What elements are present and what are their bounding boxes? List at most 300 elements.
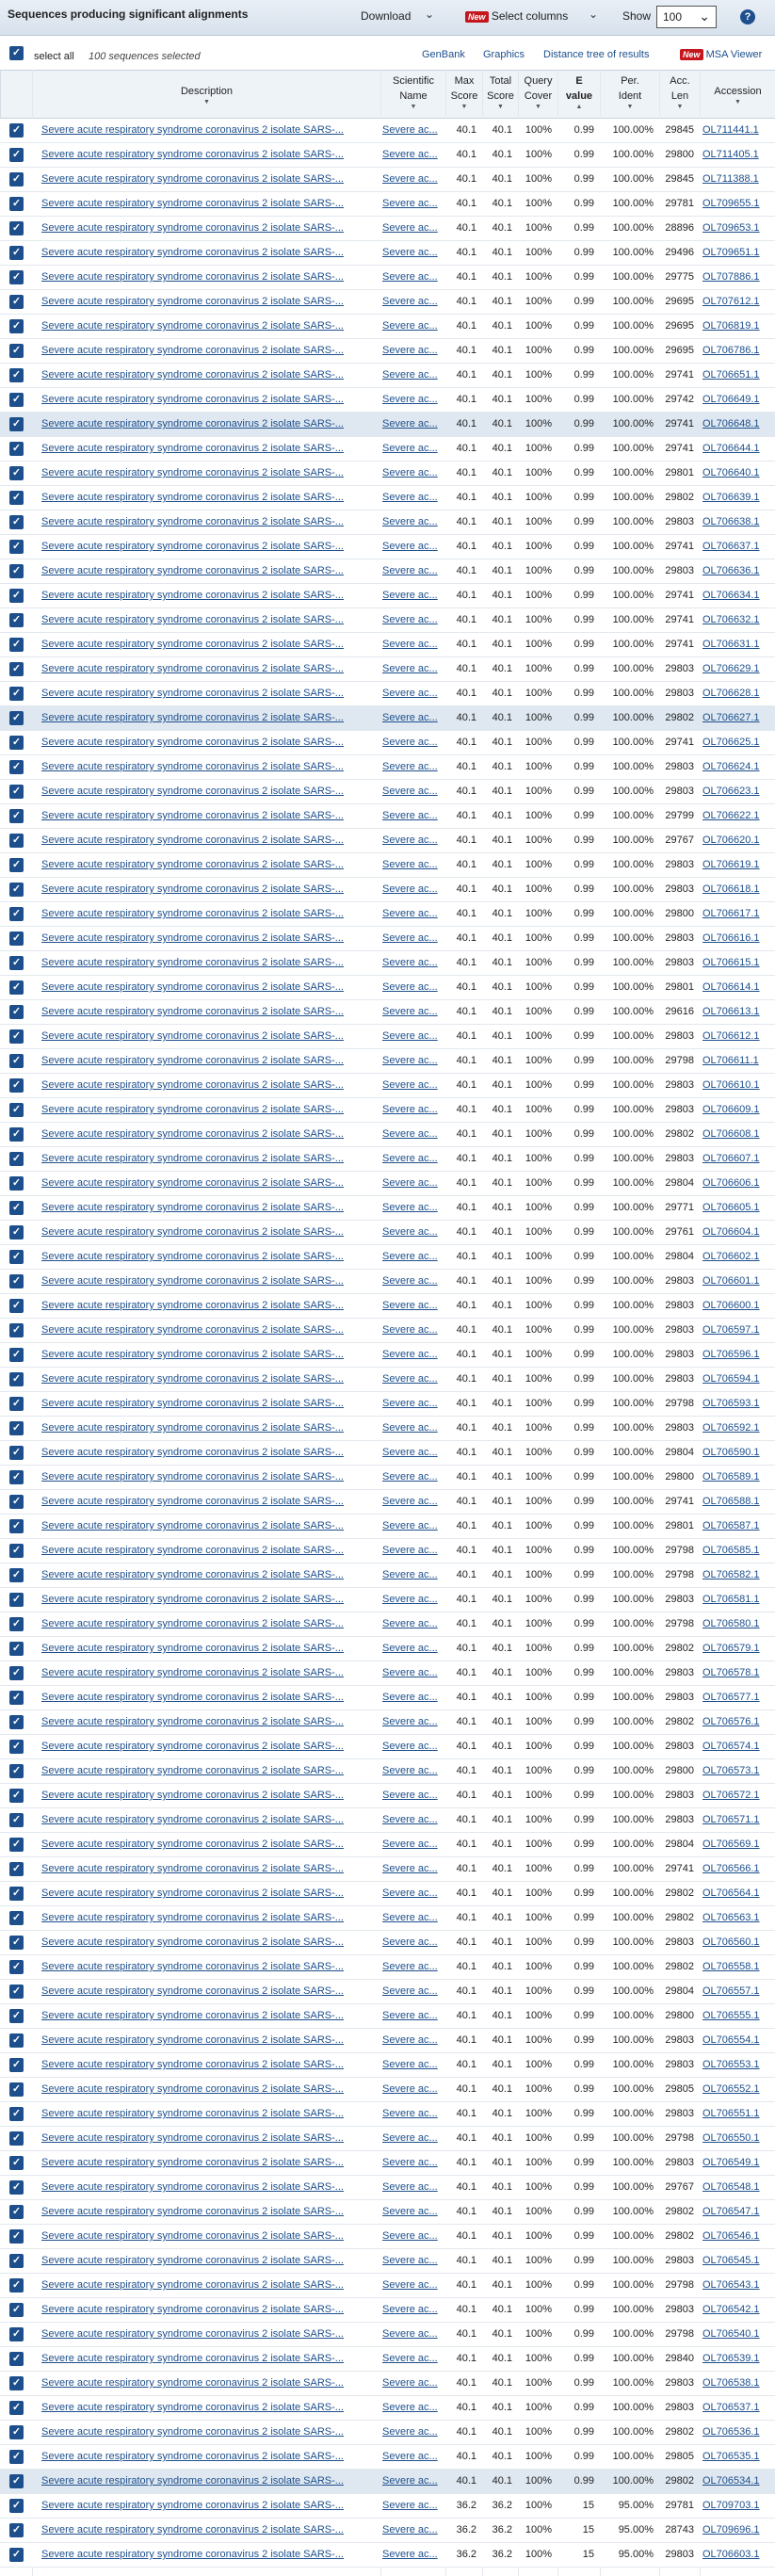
row-checkbox[interactable]: ✓ (9, 1568, 24, 1582)
row-checkbox[interactable]: ✓ (9, 2229, 24, 2244)
row-checkbox[interactable]: ✓ (9, 221, 24, 235)
scientific-name-link[interactable]: Severe ac... (382, 1692, 438, 1703)
accession-link[interactable]: OL706560.1 (702, 1936, 760, 1948)
row-checkbox[interactable]: ✓ (9, 417, 24, 431)
row-checkbox[interactable]: ✓ (9, 907, 24, 921)
accession-link[interactable]: OL706539.1 (702, 2353, 760, 2364)
description-link[interactable]: Severe acute respiratory syndrome coronavirus 2 isolate SARS-... (41, 1128, 344, 1140)
accession-link[interactable]: OL706597.1 (702, 1324, 760, 1336)
row-checkbox[interactable]: ✓ (9, 834, 24, 848)
scientific-name-link[interactable]: Severe ac... (382, 1912, 438, 1923)
scientific-name-link[interactable]: Severe ac... (382, 1349, 438, 1360)
accession-link[interactable]: OL711388.1 (702, 173, 759, 185)
scientific-name-link[interactable]: Severe ac... (382, 908, 438, 919)
scientific-name-link[interactable]: Severe ac... (382, 1104, 438, 1115)
scientific-name-link[interactable]: Severe ac... (382, 2377, 438, 2389)
description-link[interactable]: Severe acute respiratory syndrome coronavirus 2 isolate SARS-... (41, 2083, 344, 2095)
row-checkbox[interactable]: ✓ (9, 344, 24, 358)
accession-link[interactable]: OL706588.1 (702, 1496, 760, 1507)
accession-link[interactable]: OL706576.1 (702, 1716, 760, 1727)
description-link[interactable]: Severe acute respiratory syndrome coronavirus 2 isolate SARS-... (41, 932, 344, 944)
description-link[interactable]: Severe acute respiratory syndrome coronavirus 2 isolate SARS-... (41, 2255, 344, 2266)
scientific-name-link[interactable]: Severe ac... (382, 345, 438, 356)
scientific-name-link[interactable]: Severe ac... (382, 2500, 438, 2511)
row-checkbox[interactable]: ✓ (9, 1005, 24, 1019)
row-checkbox[interactable]: ✓ (9, 1470, 24, 1484)
row-checkbox[interactable]: ✓ (9, 956, 24, 970)
description-link[interactable]: Severe acute respiratory syndrome coronavirus 2 isolate SARS-... (41, 981, 344, 993)
accession-link[interactable]: OL706614.1 (702, 981, 760, 993)
row-checkbox[interactable]: ✓ (9, 2009, 24, 2023)
row-checkbox[interactable]: ✓ (9, 442, 24, 456)
row-checkbox[interactable]: ✓ (9, 2156, 24, 2170)
table-row[interactable] (0, 462, 775, 486)
accession-link[interactable]: OL706545.1 (702, 2255, 760, 2266)
scientific-name-link[interactable]: Severe ac... (382, 222, 438, 234)
table-row[interactable] (0, 1980, 775, 2004)
row-checkbox[interactable]: ✓ (9, 2376, 24, 2390)
description-link[interactable]: Severe acute respiratory syndrome coronavirus 2 isolate SARS-... (41, 271, 344, 283)
scientific-name-link[interactable]: Severe ac... (382, 761, 438, 772)
scientific-name-link[interactable]: Severe ac... (382, 1496, 438, 1507)
table-row[interactable] (0, 853, 775, 878)
scientific-name-link[interactable]: Severe ac... (382, 859, 438, 870)
accession-link[interactable]: OL706580.1 (702, 1618, 760, 1629)
description-link[interactable]: Severe acute respiratory syndrome coronavirus 2 isolate SARS-... (41, 737, 344, 748)
scientific-name-link[interactable]: Severe ac... (382, 786, 438, 797)
scientific-name-link[interactable]: Severe ac... (382, 541, 438, 552)
select-columns-button[interactable] (465, 9, 568, 23)
row-checkbox[interactable]: ✓ (9, 980, 24, 995)
scientific-name-link[interactable]: Severe ac... (382, 639, 438, 650)
table-row[interactable] (0, 2519, 775, 2543)
scientific-name-link[interactable]: Severe ac... (382, 1128, 438, 1140)
description-link[interactable]: Severe acute respiratory syndrome coronavirus 2 isolate SARS-... (41, 2475, 344, 2487)
accession-link[interactable]: OL706536.1 (702, 2426, 760, 2438)
accession-link[interactable]: OL706604.1 (702, 1226, 760, 1238)
accession-link[interactable]: OL706618.1 (702, 883, 760, 895)
row-checkbox[interactable]: ✓ (9, 466, 24, 480)
row-checkbox[interactable]: ✓ (9, 1691, 24, 1705)
table-row[interactable] (0, 2323, 775, 2347)
description-link[interactable]: Severe acute respiratory syndrome coronavirus 2 isolate SARS-... (41, 418, 344, 429)
scientific-name-link[interactable]: Severe ac... (382, 1079, 438, 1091)
row-checkbox[interactable]: ✓ (9, 760, 24, 774)
accession-link[interactable]: OL706615.1 (702, 957, 760, 968)
row-checkbox[interactable]: ✓ (9, 2180, 24, 2195)
scientific-name-link[interactable]: Severe ac... (382, 1569, 438, 1580)
description-link[interactable]: Severe acute respiratory syndrome coronavirus 2 isolate SARS-... (41, 1520, 344, 1531)
help-icon[interactable]: ? (740, 9, 755, 24)
description-link[interactable]: Severe acute respiratory syndrome coronavirus 2 isolate SARS-... (41, 320, 344, 332)
description-link[interactable]: Severe acute respiratory syndrome coronavirus 2 isolate SARS-... (41, 1349, 344, 1360)
row-checkbox[interactable]: ✓ (9, 319, 24, 333)
description-link[interactable]: Severe acute respiratory syndrome coronavirus 2 isolate SARS-... (41, 614, 344, 625)
description-link[interactable]: Severe acute respiratory syndrome coronavirus 2 isolate SARS-... (41, 516, 344, 527)
table-row[interactable] (0, 731, 775, 755)
description-link[interactable]: Severe acute respiratory syndrome coronavirus 2 isolate SARS-... (41, 173, 344, 185)
description-link[interactable]: Severe acute respiratory syndrome coronavirus 2 isolate SARS-... (41, 1716, 344, 1727)
table-row[interactable] (0, 1343, 775, 1368)
description-link[interactable]: Severe acute respiratory syndrome coronavirus 2 isolate SARS-... (41, 296, 344, 307)
description-link[interactable]: Severe acute respiratory syndrome coronavirus 2 isolate SARS-... (41, 1104, 344, 1115)
accession-link[interactable]: OL706620.1 (702, 834, 760, 846)
genbank-link[interactable]: GenBank (422, 49, 465, 60)
table-row[interactable] (0, 1466, 775, 1490)
accession-link[interactable]: OL706616.1 (702, 932, 760, 944)
accession-link[interactable]: OL706622.1 (702, 810, 760, 821)
table-row[interactable] (0, 339, 775, 364)
row-checkbox[interactable]: ✓ (9, 1103, 24, 1117)
table-row[interactable] (0, 266, 775, 290)
description-link[interactable]: Severe acute respiratory syndrome coronavirus 2 isolate SARS-... (41, 394, 344, 405)
scientific-name-link[interactable]: Severe ac... (382, 688, 438, 699)
scientific-name-link[interactable]: Severe ac... (382, 2328, 438, 2340)
table-row[interactable] (0, 657, 775, 682)
download-button[interactable]: Download (361, 9, 412, 23)
table-row[interactable] (0, 1025, 775, 1049)
accession-link[interactable]: OL706548.1 (702, 2181, 760, 2193)
table-row[interactable] (0, 559, 775, 584)
table-row[interactable] (0, 364, 775, 388)
description-link[interactable]: Severe acute respiratory syndrome coronavirus 2 isolate SARS-... (41, 2304, 344, 2315)
row-checkbox[interactable]: ✓ (9, 809, 24, 823)
description-link[interactable]: Severe acute respiratory syndrome coronavirus 2 isolate SARS-... (41, 443, 344, 454)
scientific-name-link[interactable]: Severe ac... (382, 173, 438, 185)
scientific-name-link[interactable]: Severe ac... (382, 1790, 438, 1801)
scientific-name-link[interactable]: Severe ac... (382, 834, 438, 846)
select-all-label[interactable]: select all (34, 51, 74, 62)
accession-link[interactable]: OL706542.1 (702, 2304, 760, 2315)
description-link[interactable]: Severe acute respiratory syndrome coronavirus 2 isolate SARS-... (41, 1790, 344, 1801)
description-link[interactable]: Severe acute respiratory syndrome coronavirus 2 isolate SARS-... (41, 1692, 344, 1703)
scientific-name-link[interactable]: Severe ac... (382, 1373, 438, 1385)
scientific-name-link[interactable]: Severe ac... (382, 1251, 438, 1262)
scientific-name-link[interactable]: Severe ac... (382, 2353, 438, 2364)
row-checkbox[interactable]: ✓ (9, 1862, 24, 1876)
table-row[interactable] (0, 2176, 775, 2200)
scientific-name-link[interactable]: Severe ac... (382, 1594, 438, 1605)
description-link[interactable]: Severe acute respiratory syndrome coronavirus 2 isolate SARS-... (41, 1814, 344, 1825)
scientific-name-link[interactable]: Severe ac... (382, 198, 438, 209)
scientific-name-link[interactable]: Severe ac... (382, 271, 438, 283)
row-checkbox[interactable]: ✓ (9, 1544, 24, 1558)
row-checkbox[interactable]: ✓ (9, 540, 24, 554)
scientific-name-link[interactable]: Severe ac... (382, 1055, 438, 1066)
row-checkbox[interactable]: ✓ (9, 2523, 24, 2537)
description-link[interactable]: Severe acute respiratory syndrome coronavirus 2 isolate SARS-... (41, 2230, 344, 2242)
accession-link[interactable]: OL706600.1 (702, 1300, 760, 1311)
description-link[interactable]: Severe acute respiratory syndrome coronavirus 2 isolate SARS-... (41, 1226, 344, 1238)
row-checkbox[interactable]: ✓ (9, 1740, 24, 1754)
accession-link[interactable]: OL706651.1 (702, 369, 760, 381)
table-row[interactable] (0, 804, 775, 829)
row-checkbox[interactable]: ✓ (9, 1593, 24, 1607)
download-chevron-icon[interactable]: ⌄ (425, 8, 435, 21)
scientific-name-link[interactable]: Severe ac... (382, 1839, 438, 1850)
accession-link[interactable]: OL707612.1 (702, 296, 760, 307)
row-checkbox[interactable]: ✓ (9, 687, 24, 701)
description-link[interactable]: Severe acute respiratory syndrome coronavirus 2 isolate SARS-... (41, 1324, 344, 1336)
row-checkbox[interactable]: ✓ (9, 1421, 24, 1435)
accession-link[interactable]: OL706551.1 (702, 2108, 760, 2119)
description-link[interactable]: Severe acute respiratory syndrome coronavirus 2 isolate SARS-... (41, 345, 344, 356)
description-link[interactable]: Severe acute respiratory syndrome coronavirus 2 isolate SARS-... (41, 1177, 344, 1189)
accession-link[interactable]: OL706555.1 (702, 2010, 760, 2021)
table-row[interactable] (0, 2494, 775, 2519)
row-checkbox[interactable]: ✓ (9, 638, 24, 652)
description-link[interactable]: Severe acute respiratory syndrome coronavirus 2 isolate SARS-... (41, 2377, 344, 2389)
description-link[interactable]: Severe acute respiratory syndrome coronavirus 2 isolate SARS-... (41, 1643, 344, 1654)
scientific-name-link[interactable]: Severe ac... (382, 2279, 438, 2291)
description-link[interactable]: Severe acute respiratory syndrome coronavirus 2 isolate SARS-... (41, 2426, 344, 2438)
row-checkbox[interactable]: ✓ (9, 172, 24, 186)
accession-link[interactable]: OL706605.1 (702, 1202, 760, 1213)
accession-link[interactable]: OL706552.1 (702, 2083, 760, 2095)
accession-link[interactable]: OL706611.1 (702, 1055, 759, 1066)
table-row[interactable] (0, 1074, 775, 1098)
row-checkbox[interactable]: ✓ (9, 2425, 24, 2439)
col-accession[interactable]: Accession ▼ (700, 71, 775, 118)
table-row[interactable] (0, 388, 775, 413)
accession-link[interactable]: OL706786.1 (702, 345, 760, 356)
accession-link[interactable]: OL706610.1 (702, 1079, 760, 1091)
description-link[interactable]: Severe acute respiratory syndrome coronavirus 2 isolate SARS-... (41, 1373, 344, 1385)
accession-link[interactable]: OL706572.1 (702, 1790, 760, 1801)
scientific-name-link[interactable]: Severe ac... (382, 2034, 438, 2046)
accession-link[interactable]: OL706632.1 (702, 614, 760, 625)
description-link[interactable]: Severe acute respiratory syndrome coronavirus 2 isolate SARS-... (41, 639, 344, 650)
description-link[interactable]: Severe acute respiratory syndrome coronavirus 2 isolate SARS-... (41, 786, 344, 797)
select-columns-chevron-icon[interactable]: ⌄ (589, 8, 599, 21)
description-link[interactable]: Severe acute respiratory syndrome coronavirus 2 isolate SARS-... (41, 1594, 344, 1605)
row-checkbox[interactable]: ✓ (9, 2082, 24, 2097)
scientific-name-link[interactable]: Severe ac... (382, 2304, 438, 2315)
table-row[interactable] (0, 1539, 775, 1563)
table-row[interactable] (0, 608, 775, 633)
table-row[interactable] (0, 682, 775, 706)
description-link[interactable]: Severe acute respiratory syndrome coronavirus 2 isolate SARS-... (41, 1447, 344, 1458)
row-checkbox[interactable]: ✓ (9, 2499, 24, 2513)
scientific-name-link[interactable]: Severe ac... (382, 737, 438, 748)
scientific-name-link[interactable]: Severe ac... (382, 957, 438, 968)
row-checkbox[interactable]: ✓ (9, 2352, 24, 2366)
accession-link[interactable]: OL706819.1 (702, 320, 760, 332)
description-link[interactable]: Severe acute respiratory syndrome coronavirus 2 isolate SARS-... (41, 883, 344, 895)
table-row[interactable] (0, 1955, 775, 1980)
accession-link[interactable]: OL706535.1 (702, 2451, 760, 2462)
accession-link[interactable]: OL709696.1 (702, 2524, 760, 2535)
show-count-select[interactable] (656, 6, 717, 28)
scientific-name-link[interactable]: Severe ac... (382, 981, 438, 993)
table-row[interactable] (0, 1710, 775, 1735)
table-row[interactable] (0, 413, 775, 437)
table-row[interactable] (0, 1368, 775, 1392)
accession-link[interactable]: OL706648.1 (702, 418, 760, 429)
table-row[interactable] (0, 2543, 775, 2568)
scientific-name-link[interactable]: Severe ac... (382, 712, 438, 723)
scientific-name-link[interactable]: Severe ac... (382, 296, 438, 307)
table-row[interactable] (0, 1172, 775, 1196)
row-checkbox[interactable]: ✓ (9, 662, 24, 676)
msa-viewer-link[interactable] (680, 49, 762, 60)
description-link[interactable]: Severe acute respiratory syndrome coronavirus 2 isolate SARS-... (41, 1471, 344, 1482)
table-row[interactable] (0, 2004, 775, 2029)
scientific-name-link[interactable]: Severe ac... (382, 1985, 438, 1997)
description-link[interactable]: Severe acute respiratory syndrome coronavirus 2 isolate SARS-... (41, 2206, 344, 2217)
accession-link[interactable]: OL706549.1 (702, 2157, 760, 2168)
scientific-name-link[interactable]: Severe ac... (382, 1936, 438, 1948)
table-row[interactable] (0, 2151, 775, 2176)
scientific-name-link[interactable]: Severe ac... (382, 2549, 438, 2560)
table-row[interactable] (0, 633, 775, 657)
description-link[interactable]: Severe acute respiratory syndrome coronavirus 2 isolate SARS-... (41, 247, 344, 258)
select-all-checkbox[interactable]: ✓ (9, 46, 24, 60)
row-checkbox[interactable]: ✓ (9, 1936, 24, 1950)
accession-link[interactable]: OL706631.1 (702, 639, 760, 650)
row-checkbox[interactable]: ✓ (9, 2107, 24, 2121)
accession-link[interactable]: OL706609.1 (702, 1104, 760, 1115)
scientific-name-link[interactable]: Severe ac... (382, 1741, 438, 1752)
col-max-score[interactable]: Max Score ▼ (445, 71, 482, 118)
description-link[interactable]: Severe acute respiratory syndrome coronavirus 2 isolate SARS-... (41, 1985, 344, 1997)
col-description[interactable]: Description ▼ (32, 71, 380, 118)
row-checkbox[interactable]: ✓ (9, 2205, 24, 2219)
row-checkbox[interactable]: ✓ (9, 1176, 24, 1191)
table-row[interactable] (0, 192, 775, 217)
table-row[interactable] (0, 2249, 775, 2274)
table-row[interactable] (0, 143, 775, 168)
table-row[interactable] (0, 2078, 775, 2102)
description-link[interactable]: Severe acute respiratory syndrome coronavirus 2 isolate SARS-... (41, 2059, 344, 2070)
row-checkbox[interactable]: ✓ (9, 295, 24, 309)
table-row[interactable] (0, 2298, 775, 2323)
scientific-name-link[interactable]: Severe ac... (382, 492, 438, 503)
accession-link[interactable]: OL706564.1 (702, 1887, 760, 1899)
table-row[interactable] (0, 2445, 775, 2470)
table-row[interactable] (0, 829, 775, 853)
scientific-name-link[interactable]: Severe ac... (382, 810, 438, 821)
scientific-name-link[interactable]: Severe ac... (382, 1275, 438, 1287)
table-row[interactable] (0, 2102, 775, 2127)
col-per-ident[interactable]: Per. Ident ▼ (600, 71, 659, 118)
table-row[interactable] (0, 1588, 775, 1612)
distance-tree-link[interactable]: Distance tree of results (543, 49, 650, 60)
table-row[interactable] (0, 1612, 775, 1637)
accession-link[interactable]: OL706606.1 (702, 1177, 760, 1189)
scientific-name-link[interactable]: Severe ac... (382, 1398, 438, 1409)
scientific-name-link[interactable]: Severe ac... (382, 2083, 438, 2095)
accession-link[interactable]: OL706554.1 (702, 2034, 760, 2046)
table-row[interactable] (0, 976, 775, 1000)
row-checkbox[interactable]: ✓ (9, 1372, 24, 1386)
row-checkbox[interactable]: ✓ (9, 932, 24, 946)
description-link[interactable]: Severe acute respiratory syndrome coronavirus 2 isolate SARS-... (41, 222, 344, 234)
scientific-name-link[interactable]: Severe ac... (382, 1643, 438, 1654)
table-row[interactable] (0, 486, 775, 510)
row-checkbox[interactable]: ✓ (9, 491, 24, 505)
table-row[interactable] (0, 1441, 775, 1466)
description-link[interactable]: Severe acute respiratory syndrome coronavirus 2 isolate SARS-... (41, 712, 344, 723)
description-link[interactable]: Severe acute respiratory syndrome coronavirus 2 isolate SARS-... (41, 688, 344, 699)
accession-link[interactable]: OL706543.1 (702, 2279, 760, 2291)
accession-link[interactable]: OL706557.1 (702, 1985, 760, 1997)
row-checkbox[interactable]: ✓ (9, 393, 24, 407)
accession-link[interactable]: OL706593.1 (702, 1398, 760, 1409)
table-row[interactable] (0, 1196, 775, 1221)
table-row[interactable] (0, 2053, 775, 2078)
table-row[interactable] (0, 1319, 775, 1343)
table-row[interactable] (0, 1490, 775, 1515)
table-row[interactable] (0, 1686, 775, 1710)
accession-link[interactable]: OL706558.1 (702, 1961, 760, 1972)
table-row[interactable] (0, 510, 775, 535)
accession-link[interactable]: OL711441.1 (702, 124, 759, 136)
table-row[interactable] (0, 584, 775, 608)
accession-link[interactable]: OL706640.1 (702, 467, 760, 478)
description-link[interactable]: Severe acute respiratory syndrome coronavirus 2 isolate SARS-... (41, 1667, 344, 1678)
table-row[interactable] (0, 2274, 775, 2298)
description-link[interactable]: Severe acute respiratory syndrome coronavirus 2 isolate SARS-... (41, 1569, 344, 1580)
scientific-name-link[interactable]: Severe ac... (382, 443, 438, 454)
description-link[interactable]: Severe acute respiratory syndrome coronavirus 2 isolate SARS-... (41, 149, 344, 160)
accession-link[interactable]: OL706612.1 (702, 1030, 760, 1042)
row-checkbox[interactable]: ✓ (9, 736, 24, 750)
table-row[interactable] (0, 1808, 775, 1833)
accession-link[interactable]: OL706624.1 (702, 761, 760, 772)
scientific-name-link[interactable]: Severe ac... (382, 2255, 438, 2266)
description-link[interactable]: Severe acute respiratory syndrome coronavirus 2 isolate SARS-... (41, 1030, 344, 1042)
table-row[interactable] (0, 1661, 775, 1686)
description-link[interactable]: Severe acute respiratory syndrome coronavirus 2 isolate SARS-... (41, 2157, 344, 2168)
accession-link[interactable]: OL706590.1 (702, 1447, 760, 1458)
table-row[interactable] (0, 1147, 775, 1172)
row-checkbox[interactable]: ✓ (9, 368, 24, 382)
table-row[interactable] (0, 1098, 775, 1123)
accession-link[interactable]: OL706592.1 (702, 1422, 760, 1434)
row-checkbox[interactable]: ✓ (9, 858, 24, 872)
accession-link[interactable]: OL706578.1 (702, 1667, 760, 1678)
description-link[interactable]: Severe acute respiratory syndrome coronavirus 2 isolate SARS-... (41, 124, 344, 136)
scientific-name-link[interactable]: Severe ac... (382, 2206, 438, 2217)
description-link[interactable]: Severe acute respiratory syndrome coronavirus 2 isolate SARS-... (41, 1006, 344, 1017)
scientific-name-link[interactable]: Severe ac... (382, 932, 438, 944)
description-link[interactable]: Severe acute respiratory syndrome coronavirus 2 isolate SARS-... (41, 810, 344, 821)
description-link[interactable]: Severe acute respiratory syndrome coronavirus 2 isolate SARS-... (41, 2451, 344, 2462)
description-link[interactable]: Severe acute respiratory syndrome coronavirus 2 isolate SARS-... (41, 2181, 344, 2193)
accession-link[interactable]: OL706566.1 (702, 1863, 760, 1874)
table-row[interactable] (0, 1906, 775, 1931)
row-checkbox[interactable]: ✓ (9, 1495, 24, 1509)
row-checkbox[interactable]: ✓ (9, 1813, 24, 1827)
row-checkbox[interactable]: ✓ (9, 1127, 24, 1142)
table-row[interactable] (0, 1417, 775, 1441)
description-link[interactable]: Severe acute respiratory syndrome coronavirus 2 isolate SARS-... (41, 1863, 344, 1874)
scientific-name-link[interactable]: Severe ac... (382, 2524, 438, 2535)
row-checkbox[interactable]: ✓ (9, 1225, 24, 1239)
description-link[interactable]: Severe acute respiratory syndrome coronavirus 2 isolate SARS-... (41, 1618, 344, 1629)
scientific-name-link[interactable]: Severe ac... (382, 1324, 438, 1336)
table-row[interactable] (0, 927, 775, 951)
row-checkbox[interactable]: ✓ (9, 2254, 24, 2268)
row-checkbox[interactable]: ✓ (9, 2548, 24, 2562)
description-link[interactable]: Severe acute respiratory syndrome coronavirus 2 isolate SARS-... (41, 2279, 344, 2291)
col-total-score[interactable]: Total Score ▼ (482, 71, 518, 118)
col-acc-len[interactable]: Acc. Len ▼ (659, 71, 700, 118)
scientific-name-link[interactable]: Severe ac... (382, 1422, 438, 1434)
scientific-name-link[interactable]: Severe ac... (382, 1961, 438, 1972)
accession-link[interactable]: OL706602.1 (702, 1251, 760, 1262)
